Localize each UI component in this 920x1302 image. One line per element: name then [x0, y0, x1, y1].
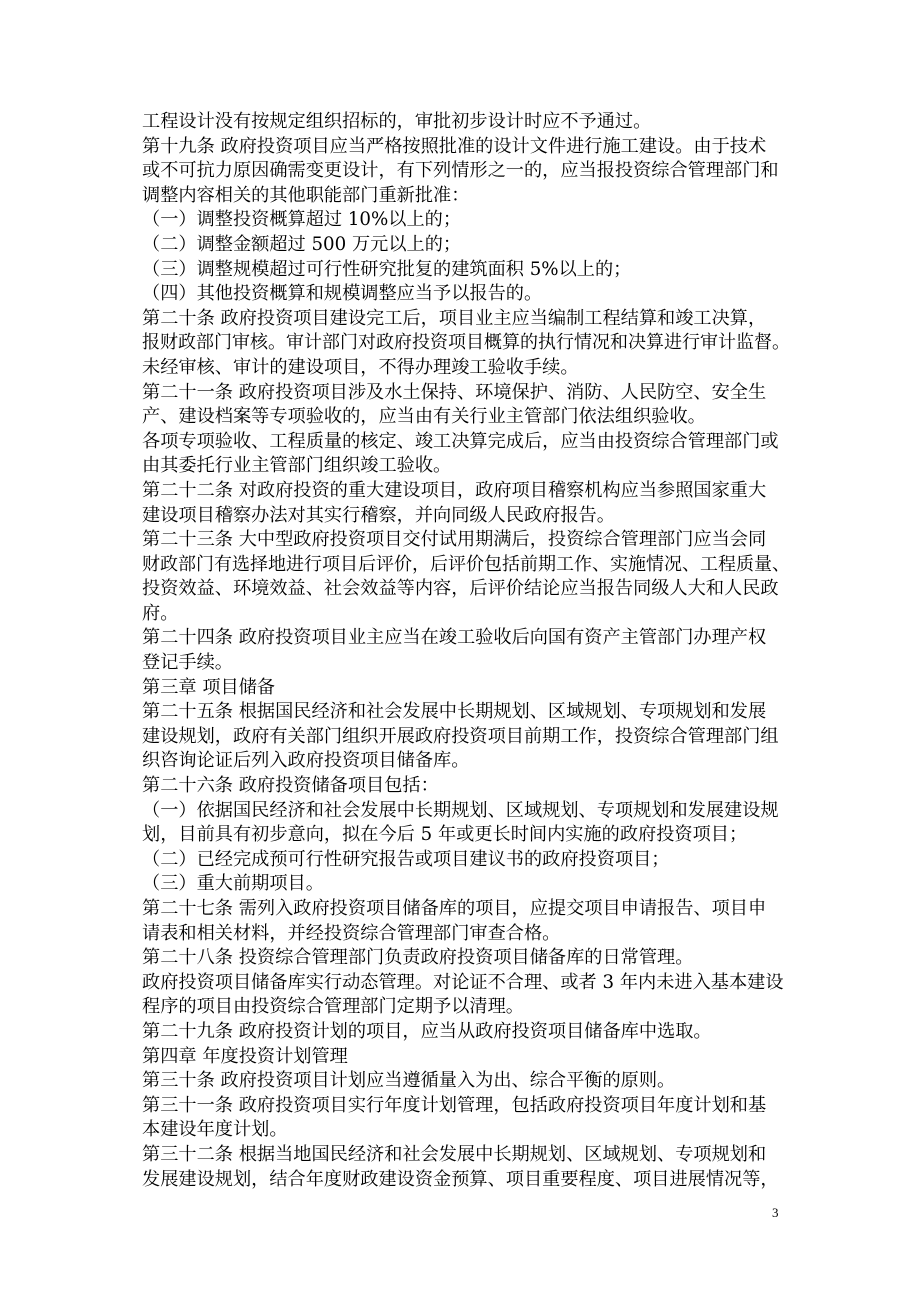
document-body	[142, 110, 794, 1192]
text-line: 登记手续。	[142, 652, 233, 674]
text-line: 请表和相关材料，并经投资综合管理部门审查合格。	[142, 922, 561, 944]
text-line: （一）依据国民经济和社会发展中长期规划、区域规划、专项规划和发展建设规	[142, 799, 779, 821]
text-line: 建设项目稽察办法对其实行稽察，并向同级人民政府报告。	[142, 504, 615, 526]
text-line: 第二十五条 根据国民经济和社会发展中长期规划、区域规划、专项规划和发展	[142, 701, 767, 723]
text-line: 工程设计没有按规定组织招标的，审批初步设计时应不予通过。	[142, 111, 652, 132]
text-line: 或不可抗力原因确需变更设计，有下列情形之一的，应当报投资综合管理部门和	[142, 160, 779, 182]
text-line: 第二十三条 大中型政府投资项目交付试用期满后，投资综合管理部门应当会同	[142, 529, 767, 551]
text-line: 第二十二条 对政府投资的重大建设项目，政府项目稽察机构应当参照国家重大	[142, 479, 767, 501]
text-line: 投资效益、环境效益、社会效益等内容，后评价结论应当报告同级人大和人民政	[142, 578, 779, 600]
text-line: 发展建设规划，结合年度财政建设资金预算、项目重要程度、项目进展情况等，	[142, 1168, 779, 1190]
text-line: （三）重大前期项目。	[142, 873, 324, 895]
text-line: （二）已经完成预可行性研究报告或项目建议书的政府投资项目；	[142, 848, 670, 870]
text-line: 财政部门有选择地进行项目后评价，后评价包括前期工作、实施情况、工程质量、	[142, 553, 790, 575]
text-line: 第十九条 政府投资项目应当严格按照批准的设计文件进行施工建设。由于技术	[142, 135, 767, 157]
text-line: 政府投资项目储备库实行动态管理。对论证不合理、或者 3 年内未进入基本建设	[142, 971, 784, 993]
text-line: 第二十四条 政府投资项目业主应当在竣工验收后向国有资产主管部门办理产权	[142, 627, 767, 649]
text-line: 第二十九条 政府投资计划的项目，应当从政府投资项目储备库中选取。	[142, 1020, 712, 1042]
text-line: 第二十六条 政府投资储备项目包括：	[142, 775, 439, 797]
text-line: 第二十八条 投资综合管理部门负责政府投资项目储备库的日常管理。	[142, 947, 694, 969]
text-line: （四）其他投资概算和规模调整应当予以报告的。	[142, 283, 543, 305]
text-line: 织咨询论证后列入政府投资项目储备库。	[142, 750, 470, 772]
text-line: （一）调整投资概算超过 10%以上的；	[142, 209, 462, 231]
text-line: 第三十条 政府投资项目计划应当遵循量入为出、综合平衡的原则。	[142, 1070, 676, 1092]
text-line: 本建设年度计划。	[142, 1119, 288, 1141]
text-line: 产、建设档案等专项验收的，应当由有关行业主管部门依法组织验收。	[142, 406, 706, 428]
text-line: 调整内容相关的其他职能部门重新批准：	[142, 184, 470, 206]
text-line: 报财政部门审核。审计部门对政府投资项目概算的执行情况和决算进行审计监督。	[142, 332, 790, 354]
text-line: 第三十一条 政府投资项目实行年度计划管理，包括政府投资项目年度计划和基	[142, 1094, 767, 1116]
text-line: 各项专项验收、工程质量的核定、竣工决算完成后，应当由投资综合管理部门或	[142, 430, 779, 452]
text-line: 第二十一条 政府投资项目涉及水土保持、环境保护、消防、人民防空、安全生	[142, 381, 767, 403]
text-line: 未经审核、审计的建设项目，不得办理竣工验收手续。	[142, 356, 579, 378]
text-line: （二）调整金额超过 500 万元以上的；	[142, 233, 462, 255]
text-line: 府。	[142, 602, 179, 624]
text-line: 划，目前具有初步意向，拟在今后 5 年或更长时间内实施的政府投资项目；	[142, 824, 748, 846]
text-line: 由其委托行业主管部门组织竣工验收。	[142, 455, 452, 477]
text-line: 第三章 项目储备	[142, 676, 276, 698]
text-line: 第二十条 政府投资项目建设完工后，项目业主应当编制工程结算和竣工决算，	[142, 307, 767, 329]
text-line: 第四章 年度投资计划管理	[142, 1045, 348, 1067]
text-line: （三）调整规模超过可行性研究批复的建筑面积 5%以上的；	[142, 258, 632, 280]
text-line: 程序的项目由投资综合管理部门定期予以清理。	[142, 996, 524, 1018]
page-number: 3	[772, 1205, 779, 1220]
text-line: 建设规划，政府有关部门组织开展政府投资项目前期工作，投资综合管理部门组	[142, 725, 779, 747]
text-line: 第三十二条 根据当地国民经济和社会发展中长期规划、区域规划、专项规划和	[142, 1143, 767, 1165]
text-line: 第二十七条 需列入政府投资项目储备库的项目，应提交项目申请报告、项目申	[142, 898, 767, 919]
